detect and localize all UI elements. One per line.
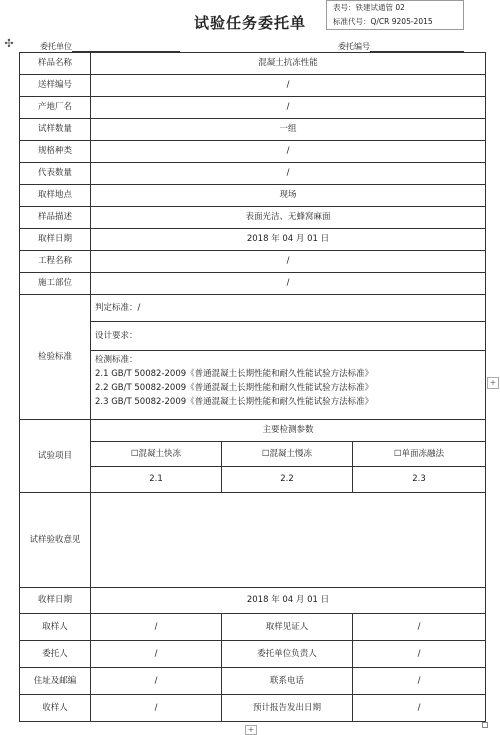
field-value[interactable]: / bbox=[91, 251, 486, 273]
test-items-row bbox=[20, 420, 486, 442]
add-row-plus-icon[interactable]: + bbox=[245, 725, 257, 735]
field-label: 样品名称 bbox=[20, 53, 91, 75]
signature-value[interactable]: / bbox=[353, 614, 486, 641]
field-value[interactable]: / bbox=[91, 141, 486, 163]
signature-label: 联系电话 bbox=[222, 668, 353, 695]
signature-value[interactable]: / bbox=[91, 668, 222, 695]
client-input[interactable] bbox=[72, 42, 180, 52]
acceptance-label: 试样验收意见 bbox=[20, 493, 91, 588]
entrust-no-label: 委托编号 bbox=[338, 42, 370, 51]
field-row bbox=[20, 97, 486, 119]
field-row bbox=[20, 251, 486, 273]
form-title: 试验任务委托单 bbox=[193, 14, 306, 32]
param-code: 2.1 bbox=[91, 467, 222, 493]
field-row bbox=[20, 229, 486, 251]
param-checkbox[interactable]: ☐混凝土慢冻 bbox=[222, 442, 353, 467]
table-resize-handle[interactable] bbox=[482, 722, 488, 728]
field-label: 产地厂名 bbox=[20, 97, 91, 119]
add-column-plus-icon[interactable]: + bbox=[487, 377, 499, 389]
field-row bbox=[20, 163, 486, 185]
acceptance-value[interactable] bbox=[91, 493, 486, 588]
signature-label: 取样人 bbox=[20, 614, 91, 641]
signature-value[interactable]: / bbox=[91, 695, 222, 722]
field-row bbox=[20, 185, 486, 207]
signature-row bbox=[20, 668, 486, 695]
signature-label: 取样见证人 bbox=[222, 614, 353, 641]
field-label: 代表数量 bbox=[20, 163, 91, 185]
field-value[interactable]: / bbox=[91, 75, 486, 97]
param-checkbox[interactable]: ☐混凝土快冻 bbox=[91, 442, 222, 467]
field-value[interactable]: 一组 bbox=[91, 119, 486, 141]
test-items-label: 试验项目 bbox=[20, 420, 91, 493]
receipt-date-label: 收样日期 bbox=[20, 588, 91, 614]
field-label: 施工部位 bbox=[20, 273, 91, 295]
field-row bbox=[20, 75, 486, 97]
field-row bbox=[20, 141, 486, 163]
standard-row bbox=[20, 295, 486, 420]
signature-label: 委托人 bbox=[20, 641, 91, 668]
standard-cell[interactable] bbox=[91, 295, 486, 420]
field-label: 工程名称 bbox=[20, 251, 91, 273]
test-standard-item: 2.3 GB/T 50082-2009《普通混凝土长期性能和耐久性能试验方法标准》 bbox=[95, 397, 374, 407]
acceptance-row bbox=[20, 493, 486, 588]
signature-value[interactable]: / bbox=[353, 641, 486, 668]
signature-row bbox=[20, 695, 486, 722]
field-label: 规格种类 bbox=[20, 141, 91, 163]
field-label: 试样数量 bbox=[20, 119, 91, 141]
signature-label: 住址及邮编 bbox=[20, 668, 91, 695]
receipt-date-row bbox=[20, 588, 486, 614]
entrust-form-table bbox=[19, 52, 486, 722]
standard-code: 标准代号：Q/CR 9205-2015 bbox=[333, 17, 433, 26]
form-number: 表号：铁建试通管 02 bbox=[333, 3, 405, 12]
design-requirement: 设计要求： bbox=[91, 322, 485, 351]
field-label: 取样地点 bbox=[20, 185, 91, 207]
field-value[interactable]: 2018 年 04 月 01 日 bbox=[91, 229, 486, 251]
field-row bbox=[20, 273, 486, 295]
table-move-handle-icon[interactable]: ✣ bbox=[4, 37, 14, 50]
signature-value[interactable]: / bbox=[91, 641, 222, 668]
entrust-no-input[interactable] bbox=[370, 42, 464, 52]
field-value[interactable]: 现场 bbox=[91, 185, 486, 207]
field-row bbox=[20, 119, 486, 141]
signature-row bbox=[20, 614, 486, 641]
test-standard-item: 2.1 GB/T 50082-2009《普通混凝土长期性能和耐久性能试验方法标准》 bbox=[95, 369, 374, 379]
form-meta-box bbox=[326, 0, 464, 30]
client-label: 委托单位 bbox=[40, 42, 72, 51]
standard-label: 检验标准 bbox=[20, 295, 91, 420]
signature-label: 收样人 bbox=[20, 695, 91, 722]
test-standard-title: 检测标准： bbox=[95, 355, 138, 365]
field-value[interactable]: 混凝土抗冻性能 bbox=[91, 53, 486, 75]
field-value[interactable]: / bbox=[91, 273, 486, 295]
test-standards bbox=[91, 351, 485, 419]
field-label: 样品描述 bbox=[20, 207, 91, 229]
main-params-heading: 主要检测参数 bbox=[91, 420, 486, 442]
client-line bbox=[40, 41, 180, 52]
field-value[interactable]: / bbox=[91, 163, 486, 185]
signature-label: 预计报告发出日期 bbox=[222, 695, 353, 722]
field-value[interactable]: 表面光洁、无蜂窝麻面 bbox=[91, 207, 486, 229]
entrust-no-line bbox=[338, 41, 464, 52]
signature-label: 委托单位负责人 bbox=[222, 641, 353, 668]
judge-standard: 判定标准：/ bbox=[91, 295, 485, 322]
signature-row bbox=[20, 641, 486, 668]
field-row bbox=[20, 53, 486, 75]
receipt-date-value[interactable]: 2018 年 04 月 01 日 bbox=[91, 588, 486, 614]
field-row bbox=[20, 207, 486, 229]
field-value[interactable]: / bbox=[91, 97, 486, 119]
param-code: 2.3 bbox=[353, 467, 486, 493]
signature-value[interactable]: / bbox=[353, 695, 486, 722]
field-label: 送样编号 bbox=[20, 75, 91, 97]
param-code: 2.2 bbox=[222, 467, 353, 493]
signature-value[interactable]: / bbox=[353, 668, 486, 695]
test-standard-item: 2.2 GB/T 50082-2009《普通混凝土长期性能和耐久性能试验方法标准》 bbox=[95, 383, 374, 393]
param-checkbox[interactable]: ☐单面冻融法 bbox=[353, 442, 486, 467]
signature-value[interactable]: / bbox=[91, 614, 222, 641]
field-label: 取样日期 bbox=[20, 229, 91, 251]
